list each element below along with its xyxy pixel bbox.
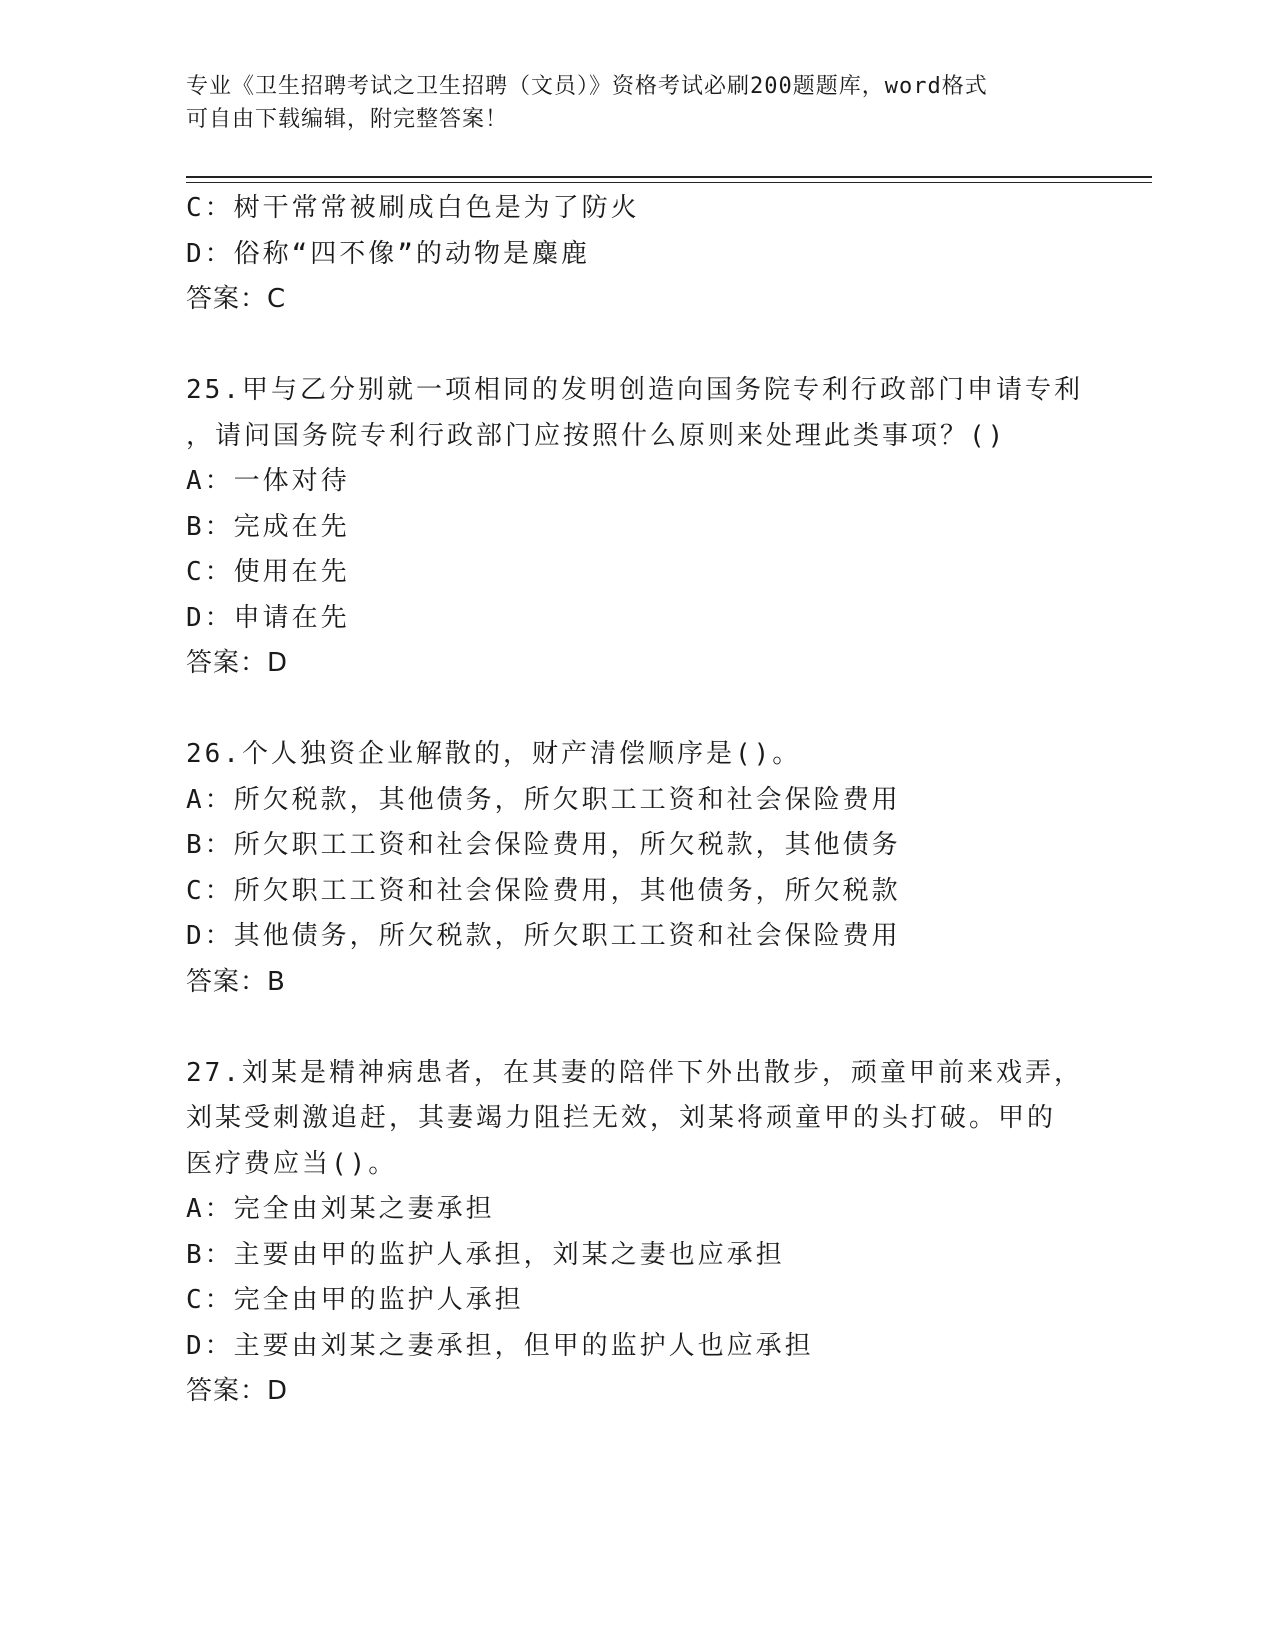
question-stem: 25.甲与乙分别就一项相同的发明创造向国务院专利行政部门申请专利 xyxy=(186,375,1083,405)
question-stem: 刘某受刺激追赶，其妻竭力阻拦无效，刘某将顽童甲的头打破。甲的 xyxy=(186,1103,1057,1133)
header-line-2: 可自由下载编辑，附完整答案！ xyxy=(186,107,509,132)
option-d: D：俗称“四不像”的动物是麋鹿 xyxy=(186,238,590,269)
question-25 xyxy=(186,368,1146,687)
option-d: D：申请在先 xyxy=(186,602,350,633)
question-stem: ，请问国务院专利行政部门应按照什么原则来处理此类事项？() xyxy=(186,420,1007,451)
option-b: B：主要由甲的监护人承担，刘某之妻也应承担 xyxy=(186,1239,785,1270)
answer: 答案：D xyxy=(186,648,289,678)
question-content xyxy=(186,186,1146,1415)
option-d: D：其他债务，所欠税款，所欠职工工资和社会保险费用 xyxy=(186,921,901,951)
spacer xyxy=(186,687,1146,733)
question-stem: 医疗费应当()。 xyxy=(186,1148,398,1179)
option-c: C：完全由甲的监护人承担 xyxy=(186,1285,524,1315)
answer: 答案：D xyxy=(186,1376,289,1406)
option-c: C：树干常常被刷成白色是为了防火 xyxy=(186,193,640,223)
page-header xyxy=(186,70,1066,136)
option-b: B：所欠职工工资和社会保险费用，所欠税款，其他债务 xyxy=(186,830,901,860)
option-c: C：使用在先 xyxy=(186,557,350,587)
option-a: A：完全由刘某之妻承担 xyxy=(186,1194,495,1224)
option-a: A：所欠税款，其他债务，所欠职工工资和社会保险费用 xyxy=(186,784,901,815)
question-stem: 26.个人独资企业解散的，财产清偿顺序是()。 xyxy=(186,739,802,769)
header-divider xyxy=(186,176,1152,183)
spacer xyxy=(186,323,1146,369)
spacer xyxy=(186,1005,1146,1051)
answer: 答案：C xyxy=(186,284,287,314)
option-c: C：所欠职工工资和社会保险费用，其他债务，所欠税款 xyxy=(186,875,901,906)
question-27 xyxy=(186,1051,1146,1415)
option-d: D：主要由刘某之妻承担，但甲的监护人也应承担 xyxy=(186,1330,814,1361)
question-26 xyxy=(186,732,1146,1005)
previous-question-tail xyxy=(186,186,1146,323)
question-stem: 27.刘某是精神病患者，在其妻的陪伴下外出散步，顽童甲前来戏弄， xyxy=(186,1057,1083,1088)
answer: 答案：B xyxy=(186,966,286,997)
header-line-1: 专业《卫生招聘考试之卫生招聘（文员）》资格考试必刷200题题库，word格式 xyxy=(186,74,988,99)
option-b: B：完成在先 xyxy=(186,511,350,542)
option-a: A：一体对待 xyxy=(186,466,350,496)
